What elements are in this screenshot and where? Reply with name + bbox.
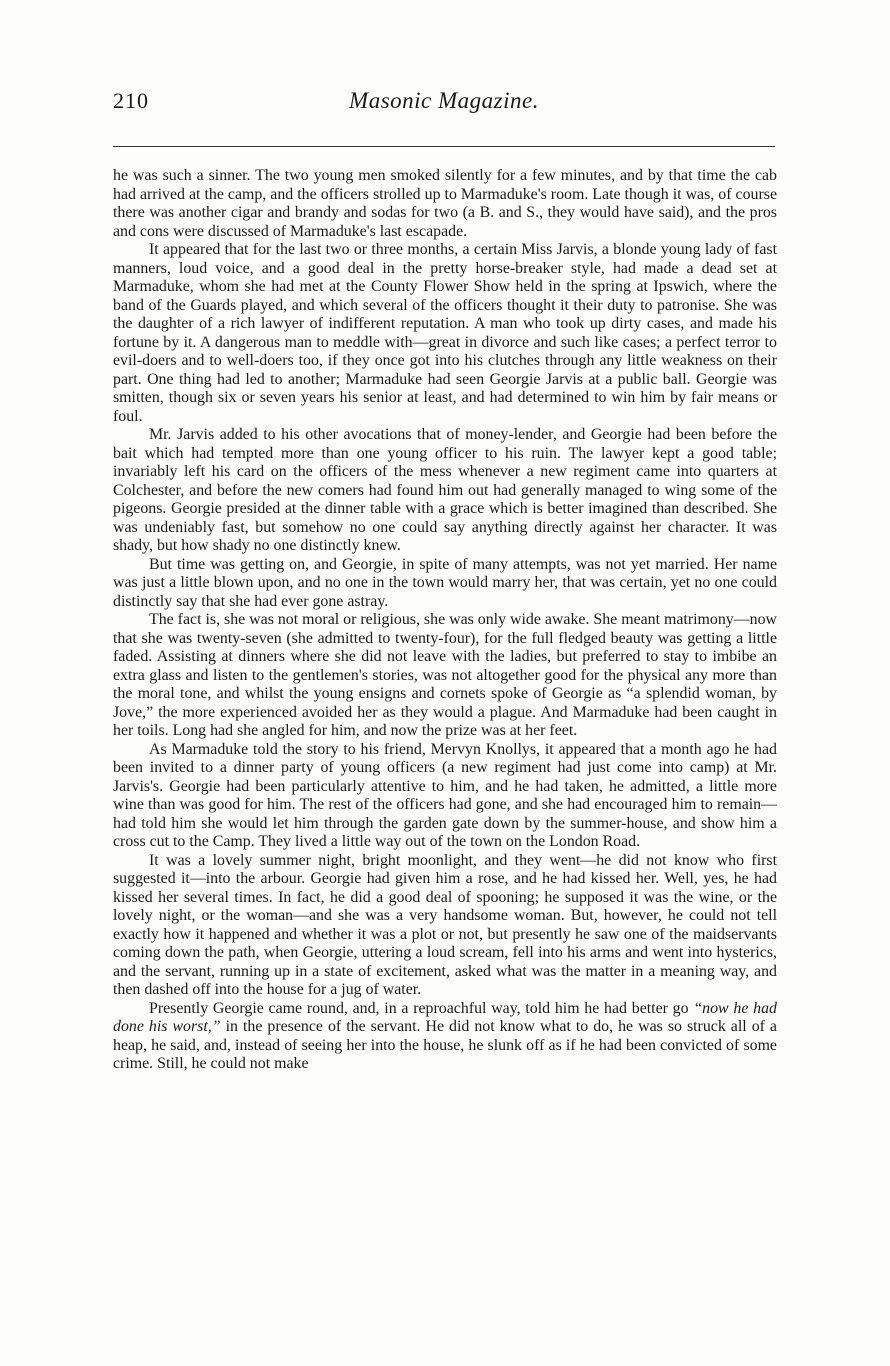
running-title: Masonic Magazine. <box>349 88 539 113</box>
paragraph: It was a lovely summer night, bright moonlight, and they went—he did not know who first suggested it—into the arbour. Georgie had given him a rose, and he had kissed her. Well, yes, he had kissed her several times. In fact, he did a good deal of spooning; he supposed it was the wine, or the lovely night, or the woman—and she was a very handsome woman. But, however, he could not tell exactly how it happened and whether it was a plot or not, but presently he saw one of the maidservants coming down the path, when Georgie, uttering a loud scream, fell into his arms and went into hysterics, and the servant, running up in a state of excitement, asked what was the matter in a meaning way, and then dashed off into the house for a jug of water. <box>113 851 777 998</box>
page-header <box>113 88 775 122</box>
header-rule <box>113 146 775 147</box>
article-body <box>113 167 777 1074</box>
page-number: 210 <box>113 88 149 113</box>
final-text-before: Presently Georgie came round, and, in a reproachful way, told him he had better go <box>149 999 694 1017</box>
paragraph-final <box>113 1000 777 1074</box>
paragraph-continuation: he was such a sinner. The two young men smoked silently for a few minutes, and by that time the cab had arrived at the camp, and the officers strolled up to Marmaduke's room. Late though it was, of course there was another cigar and brandy and sodas for two (a B. and S., they would have said), and the pros and cons were discussed of Marmaduke's last escapade. <box>113 167 777 240</box>
paragraph: The fact is, she was not moral or religious, she was only wide awake. She meant matrimony—now that she was twenty-seven (she admitted to twenty-four), for the full fledged beauty was getting a little faded. Assisting at dinners where she did not leave with the ladies, but preferred to stay to imbibe an extra glass and listen to the gentlemen's stories, was not altogether good for the physical any more than the moral tone, and whilst the young ensigns and cornets spoke of Georgie as “a splendid woman, by Jove,” the more experienced avoided her as they would a plague. And Marmaduke had been caught in her toils. Long had she angled for him, and now the prize was at her feet. <box>113 611 777 739</box>
paragraph: But time was getting on, and Georgie, in spite of many attempts, was not yet married. Her name was just a little blown upon, and no one in the town would marry her, that was certain, yet no one could distinctly say that she had ever gone astray. <box>113 555 777 610</box>
final-text-after: in the presence of the servant. He did not know what to do, he was so struck all of a heap, he said, and, instead of seeing her into the house, he slunk off as if he had been convicted of some crime. Still, he could not make <box>113 1018 777 1072</box>
paragraph: Mr. Jarvis added to his other avocations that of money-lender, and Georgie had been before the bait which had tempted more than one young officer to his ruin. The lawyer kept a good table; invariably left his card on the officers of the mess whenever a new regiment came into quarters at Colchester, and before the new comers had found him out had generally managed to wing some of the pigeons. Georgie presided at the dinner table with a grace which is better imagined than described. She was undeniably fast, but somehow no one could say anything directly against her character. It was shady, but how shady no one distinctly knew. <box>113 426 777 554</box>
paragraph: It appeared that for the last two or three months, a certain Miss Jarvis, a blonde young lady of fast manners, loud voice, and a good deal in the pretty horse-breaker style, had made a dead set at Marmaduke, whom she had met at the County Flower Show held in the spring at Ipswich, where the band of the Guards played, and which several of the officers thought it their duty to patronise. She was the daughter of a rich lawyer of indifferent reputation. A man who took up dirty cases, and made his fortune by it. A dangerous man to meddle with—great in divorce and such like cases; a perfect terror to evil-doers and to well-doers too, if they once got into his clutches through any little weakness on their part. One thing had led to another; Marmaduke had seen Georgie Jarvis at a public ball. Georgie was smitten, though six or seven years his senior at least, and had determined to win him by fair means or foul. <box>113 241 777 425</box>
italic-quote: “now he had done his worst,” <box>113 999 777 1035</box>
paragraph: As Marmaduke told the story to his friend, Mervyn Knollys, it appeared that a month ago he had been invited to a dinner party of young officers (a new regiment had just come into camp) at Mr. Jarvis's. Georgie had been particularly attentive to him, and he had taken, he admitted, a little more wine than was good for him. The rest of the officers had gone, and she had encouraged him to remain—had told him she would let him through the garden gate down by the summer-house, and show him a cross cut to the Camp. They lived a little way out of the town on the London Road. <box>113 740 777 850</box>
